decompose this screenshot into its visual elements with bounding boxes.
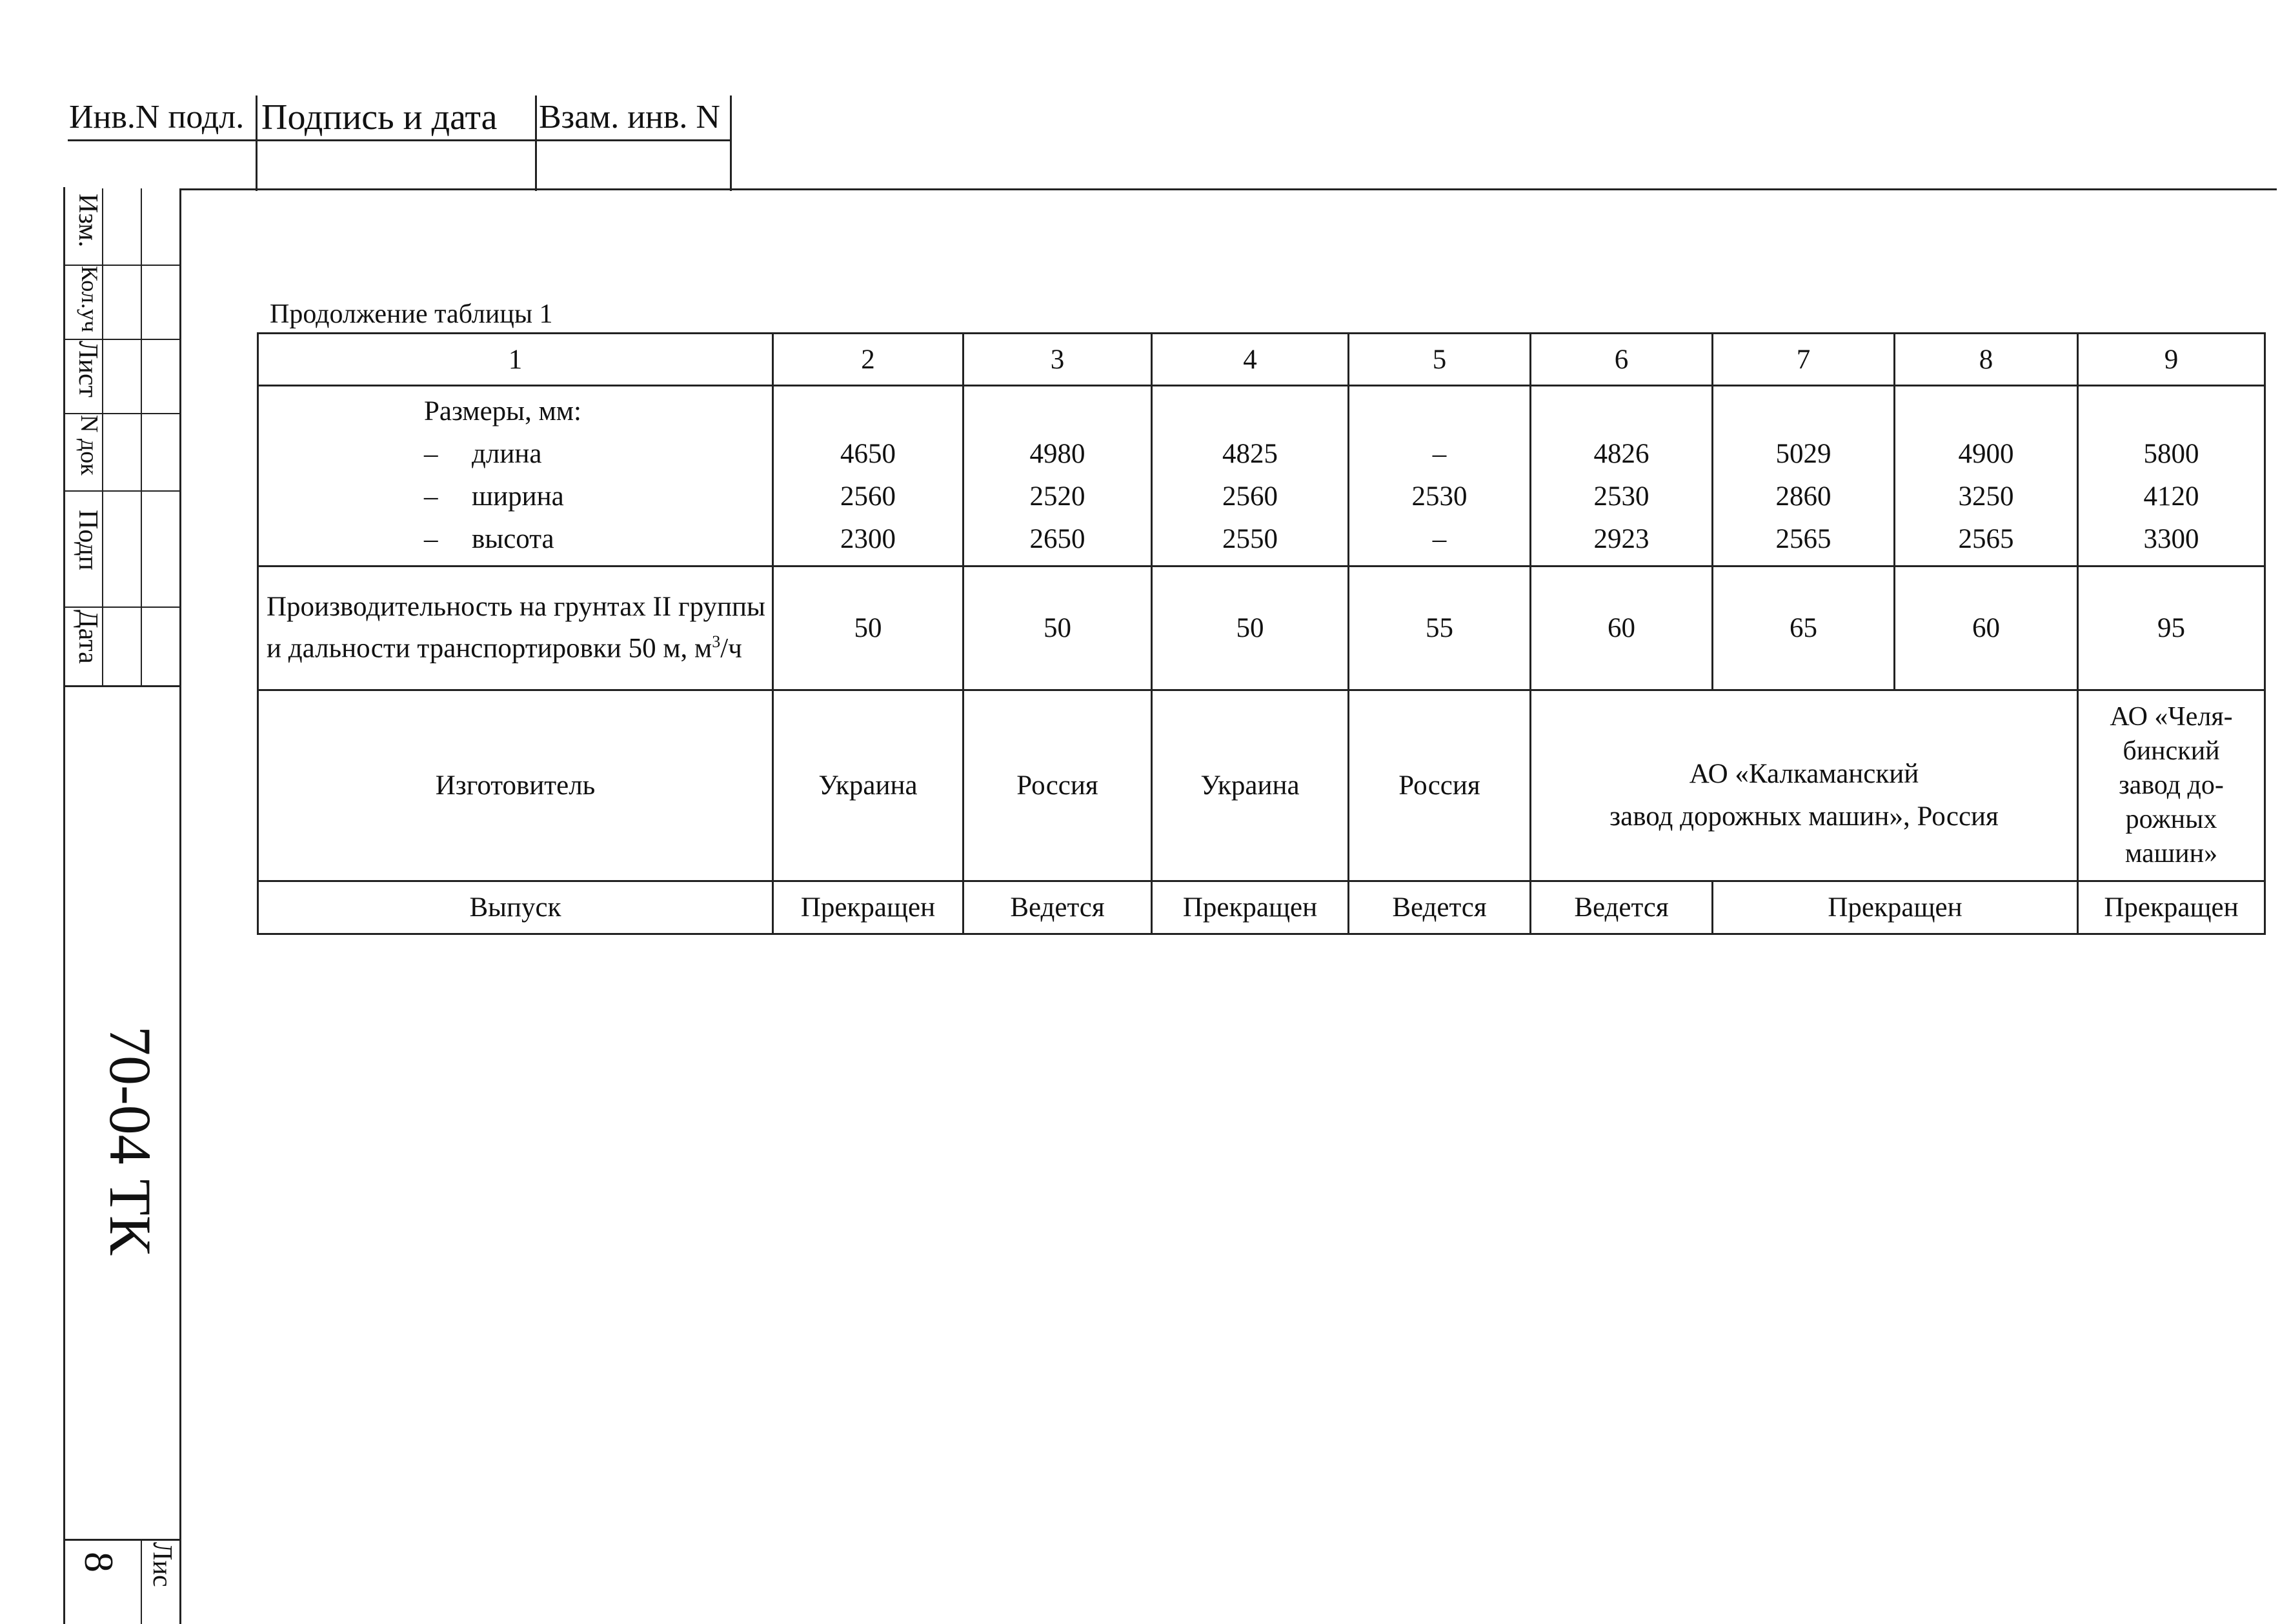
- dim-value: 2650: [1029, 524, 1085, 554]
- dim-value: 2565: [1958, 524, 2014, 554]
- sheet-box-divider: [141, 1539, 142, 1624]
- dimensions-row: [258, 386, 2265, 566]
- dash: –: [424, 524, 438, 554]
- dimensions-title: Размеры, мм:: [424, 396, 581, 426]
- performance-label-sup: 3: [712, 632, 721, 652]
- dim-values-col7: [1713, 386, 1895, 566]
- performance-value: 65: [1713, 566, 1895, 690]
- stamp-underline: [68, 139, 731, 141]
- dim-value: 2560: [1222, 481, 1278, 512]
- manufacturer-cell: Россия: [1349, 690, 1531, 881]
- dim-value: –: [1432, 439, 1447, 469]
- dim-values-col8: [1895, 386, 2078, 566]
- vzam-inv-label: Взам. инв. N: [539, 99, 720, 135]
- header-cell: 4: [1152, 334, 1349, 386]
- dim-value: 4900: [1958, 439, 2014, 469]
- release-cell: Ведется: [1349, 881, 1531, 934]
- dim-value: 4120: [2143, 481, 2199, 512]
- dimensions-label-cell: [258, 386, 773, 566]
- dim-value: 2300: [840, 524, 896, 554]
- dim-value: 2560: [840, 481, 896, 512]
- dim-values-col9: [2078, 386, 2265, 566]
- frame-top-line: [179, 188, 2277, 190]
- stamp-divider-2: [535, 95, 537, 191]
- performance-value: 50: [773, 566, 963, 690]
- document-code: 70-04 ТК: [97, 1026, 163, 1256]
- dim-values-col5: [1349, 386, 1531, 566]
- performance-row: [258, 566, 2265, 690]
- side-label-data: Дата: [73, 610, 103, 664]
- dim-value: 4825: [1222, 439, 1278, 469]
- stamp-divider-1: [256, 95, 257, 191]
- side-row-5: [63, 606, 181, 608]
- dim-value: 2550: [1222, 524, 1278, 554]
- performance-value: 60: [1531, 566, 1713, 690]
- dim-value: 4980: [1029, 439, 1085, 469]
- dim-value: 2520: [1029, 481, 1085, 512]
- dash: –: [424, 439, 438, 469]
- dim-label-width: ширина: [472, 481, 564, 512]
- header-cell: 6: [1531, 334, 1713, 386]
- dim-value: 3250: [1958, 481, 2014, 512]
- performance-value: 50: [1152, 566, 1349, 690]
- release-cell: Прекращен: [2078, 881, 2265, 934]
- frame-left-outer: [63, 187, 65, 1624]
- dim-value: 2860: [1775, 481, 1831, 512]
- dim-value: 2565: [1775, 524, 1831, 554]
- header-cell: 9: [2078, 334, 2265, 386]
- sheet-number: 8: [76, 1552, 122, 1572]
- header-cell: 3: [963, 334, 1152, 386]
- release-cell: Ведется: [1531, 881, 1713, 934]
- header-cell: 7: [1713, 334, 1895, 386]
- header-cell: 8: [1895, 334, 2078, 386]
- side-label-podp: Подп: [73, 510, 103, 570]
- dim-value: 2530: [1411, 481, 1468, 512]
- chelyabinsk-line: машин»: [2124, 839, 2218, 868]
- manufacturer-cell: Россия: [963, 690, 1152, 881]
- sheet-label: Лис: [147, 1542, 177, 1587]
- signature-date-label: Подпись и дата: [261, 97, 498, 137]
- dim-value: 2923: [1593, 524, 1649, 554]
- dim-value: 2530: [1593, 481, 1649, 512]
- sheet-box-top: [63, 1539, 181, 1541]
- chelyabinsk-line: рожных: [2125, 805, 2217, 834]
- performance-value: 60: [1895, 566, 2078, 690]
- side-row-3: [63, 413, 181, 414]
- performance-value: 50: [963, 566, 1152, 690]
- dim-value: –: [1432, 524, 1447, 554]
- performance-label: [258, 566, 773, 690]
- header-row: [258, 334, 2265, 386]
- inv-podl-label: Инв.N подл.: [69, 99, 245, 135]
- manufacturer-cell: Украина: [1152, 690, 1349, 881]
- side-row-2: [63, 339, 181, 340]
- dim-label-length: длина: [472, 439, 542, 469]
- manufacturer-chelyabinsk-cell: [2078, 690, 2265, 881]
- dim-value: 5800: [2143, 439, 2199, 469]
- side-label-izm: Изм.: [73, 194, 103, 248]
- release-label: Выпуск: [258, 881, 773, 934]
- frame-left-inner: [179, 188, 181, 1624]
- dim-value: 5029: [1775, 439, 1831, 469]
- side-block-bottom: [63, 685, 181, 687]
- release-cell: Прекращен: [1713, 881, 2078, 934]
- performance-label-unit: /ч: [720, 633, 742, 664]
- release-cell: Ведется: [963, 881, 1152, 934]
- side-label-kol-uch: Кол.уч: [77, 266, 103, 332]
- side-label-list: Лист: [73, 341, 103, 397]
- manufacturer-kalkaman-line1: АО «Калкаманский: [1689, 758, 1919, 789]
- release-cell: Прекращен: [1152, 881, 1349, 934]
- manufacturer-label: Изготовитель: [258, 690, 773, 881]
- release-row: [258, 881, 2265, 934]
- stamp-divider-3: [730, 95, 732, 191]
- inventory-stamp: [68, 95, 731, 191]
- chelyabinsk-line: бинский: [2123, 736, 2220, 766]
- table-caption: Продолжение таблицы 1: [270, 299, 553, 329]
- chelyabinsk-line: завод до-: [2119, 770, 2224, 800]
- performance-value: 55: [1349, 566, 1531, 690]
- header-cell: 5: [1349, 334, 1531, 386]
- side-row-4: [63, 490, 181, 492]
- performance-label-text: Производительность на грунтах II группы и дальности транспортировки 50 м, м: [267, 592, 765, 664]
- dim-values-col3: [963, 386, 1152, 566]
- release-cell: Прекращен: [773, 881, 963, 934]
- performance-value: 95: [2078, 566, 2265, 690]
- machines-table: [257, 332, 2266, 935]
- side-label-n-dok: N док: [76, 415, 103, 476]
- dim-values-col6: [1531, 386, 1713, 566]
- dim-value: 4650: [840, 439, 896, 469]
- dash: –: [424, 481, 438, 512]
- manufacturer-kalkaman-cell: [1531, 690, 2078, 881]
- dim-label-height: высота: [472, 524, 554, 554]
- dim-values-col4: [1152, 386, 1349, 566]
- header-cell: 1: [258, 334, 773, 386]
- dim-value: 3300: [2143, 524, 2199, 554]
- side-block-divider-2: [141, 188, 142, 685]
- chelyabinsk-line: АО «Челя-: [2110, 702, 2233, 732]
- dim-values-col2: [773, 386, 963, 566]
- dim-value: 4826: [1593, 439, 1649, 469]
- manufacturer-kalkaman-line2: завод дорожных машин», Россия: [1609, 801, 1999, 832]
- manufacturer-cell: Украина: [773, 690, 963, 881]
- manufacturer-row: [258, 690, 2265, 881]
- header-cell: 2: [773, 334, 963, 386]
